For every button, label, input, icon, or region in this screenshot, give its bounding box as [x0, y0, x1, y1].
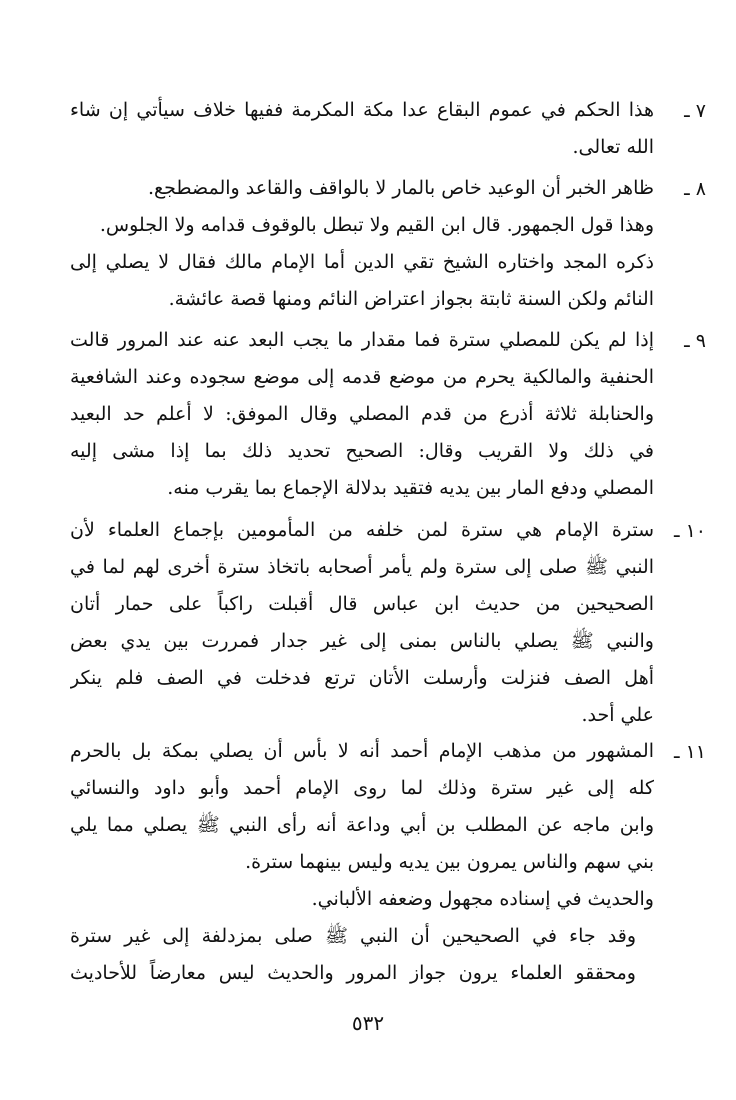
text-line: الصحيحين من حديث ابن عباس قال أقبلت راكباً على حمار أتان	[70, 593, 654, 615]
note-number: ١٠ ـ	[673, 520, 706, 542]
text-line: أهل الصف فنزلت وأرسلت الأتان ترتع فدخلت في الصف فلم ينكر	[70, 667, 654, 689]
note-number: ٩ ـ	[684, 330, 706, 352]
text-line: وقد جاء في الصحيحين أن النبي ﷺ صلى بمزدلفة إلى غير سترة	[70, 925, 636, 947]
note-number: ٧ ـ	[684, 100, 706, 122]
page-number: ٥٣٢	[351, 1011, 385, 1035]
text-line: ومحققو العلماء يرون جواز المرور والحديث ليس معارضاً للأحاديث	[70, 962, 636, 984]
text-line: وابن ماجه عن المطلب بن أبي وداعة أنه رأى النبي ﷺ يصلي مما يلي	[70, 814, 654, 836]
text-line: هذا الحكم في عموم البقاع عدا مكة المكرمة ففيها خلاف سيأتي إن شاء	[70, 99, 654, 121]
text-line: ظاهر الخبر أن الوعيد خاص بالمار لا بالواقف والقاعد والمضطجع.	[147, 177, 654, 199]
text-line: إذا لم يكن للمصلي سترة فما مقدار ما يجب البعد عنه عند المرور قالت	[70, 329, 654, 351]
note-number: ٨ ـ	[684, 178, 706, 200]
text-line: والحنابلة ثلاثة أذرع من قدم المصلي وقال الموفق: لا أعلم حد البعيد	[70, 403, 654, 425]
text-line: كله إلى غير سترة وذلك لما روى الإمام أحمد وأبو داود والنسائي	[70, 777, 654, 799]
text-line: النبي ﷺ صلى إلى سترة ولم يأمر أصحابه باتخاذ سترة أخرى لهم لما في	[70, 556, 654, 578]
text-line: علي أحد.	[581, 704, 654, 726]
note-11	[70, 733, 706, 918]
text-line: الله تعالى.	[572, 136, 654, 158]
text-line: سترة الإمام هي سترة لمن خلفه من المأمومين بإجماع العلماء لأن	[70, 519, 654, 541]
text-line: النائم ولكن السنة ثابتة بجواز اعتراض النائم ومنها قصة عائشة.	[168, 288, 654, 310]
note-7	[70, 92, 706, 166]
text-line: والنبي ﷺ يصلي بالناس بمنى إلى غير جدار فمررت بين يدي بعض	[70, 630, 654, 652]
text-line: المشهور من مذهب الإمام أحمد أنه لا بأس أن يصلي بمكة بل بالحرم	[70, 740, 654, 762]
text-line: الحنفية والمالكية يحرم من موضع قدمه إلى موضع سجوده وعند الشافعية	[70, 366, 654, 388]
note-number: ١١ ـ	[673, 741, 706, 763]
text-line: ذكره المجد واختاره الشيخ تقي الدين أما الإمام مالك فقال لا يصلي إلى	[70, 251, 654, 273]
note-10	[70, 512, 706, 734]
text-line: بني سهم والناس يمرون بين يديه وليس بينهما سترة.	[245, 851, 654, 873]
text-line: والحديث في إسناده مجهول وضعفه الألباني.	[311, 888, 654, 910]
text-line: وهذا قول الجمهور. قال ابن القيم ولا تبطل بالوقوف قدامه ولا الجلوس.	[99, 214, 654, 236]
closing-paragraph	[70, 918, 636, 992]
text-line: المصلي ودفع المار بين يديه فتقيد بدلالة الإجماع بما يقرب منه.	[167, 477, 654, 499]
note-8	[70, 170, 706, 318]
note-9	[70, 322, 706, 507]
text-line: في ذلك ولا القريب وقال: الصحيح تحديد ذلك بما إذا مشى إليه	[70, 440, 654, 462]
